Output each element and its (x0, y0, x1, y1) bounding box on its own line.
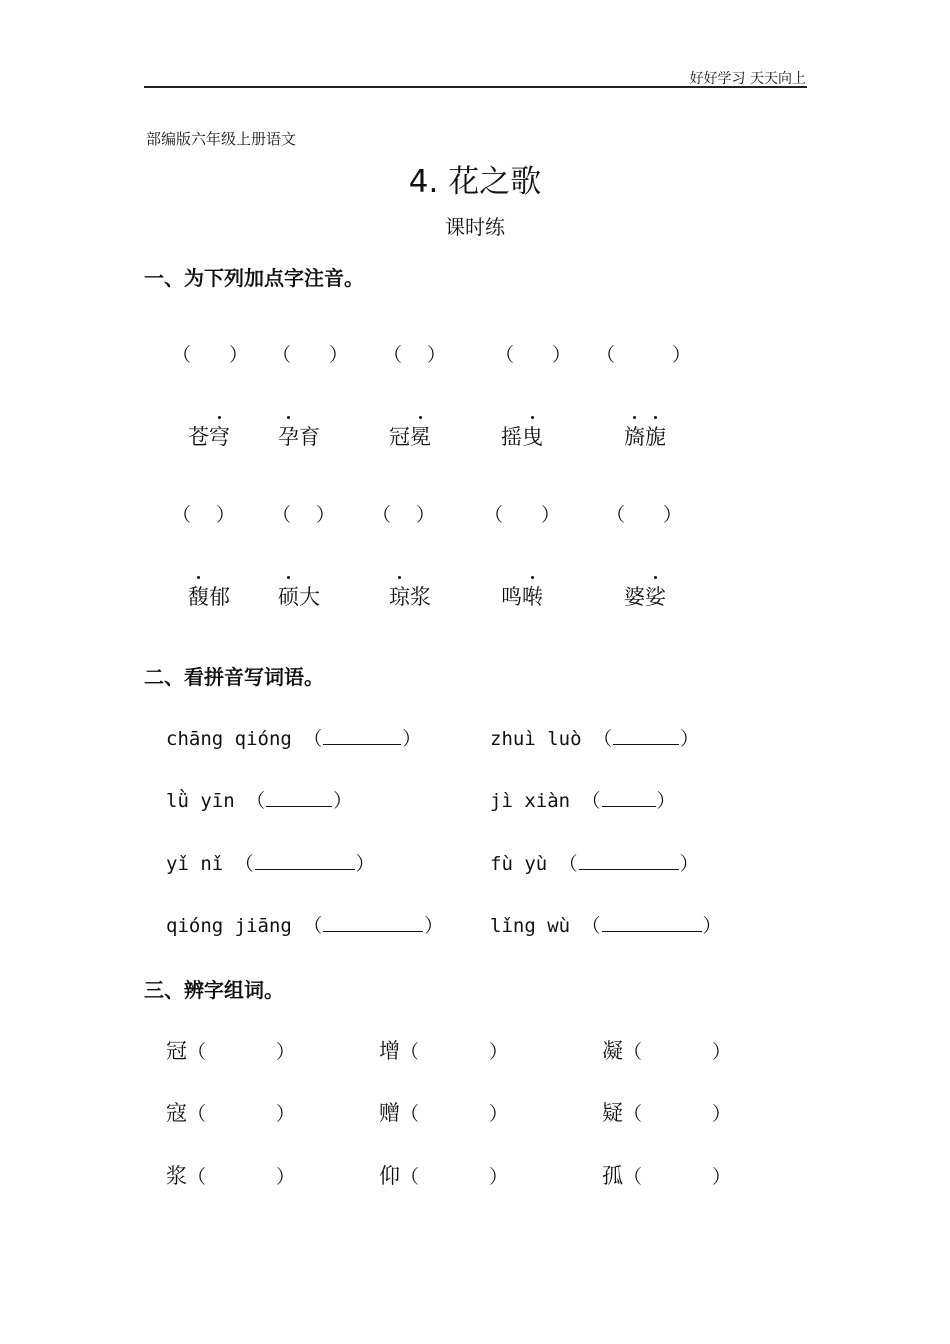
s3-item-6: 疑（ ） (602, 1101, 732, 1125)
s1-r1-paren-1: （ ） (172, 344, 249, 366)
s2-item-2: zhuì luò （ ） (490, 728, 699, 750)
s2-blank-5[interactable] (255, 855, 355, 870)
s1-r2-paren-3: （ ） (372, 504, 436, 526)
s1-r1-paren-5: （ ） (596, 344, 692, 366)
s1-r1-word-1: 苍穹 (188, 421, 230, 451)
s1-r2-paren-5: （ ） (606, 504, 683, 526)
s3-item-8: 仰（ ） (379, 1164, 509, 1188)
s1-r1-word-3: 冠冕 (389, 421, 431, 451)
s1-r2-word-5: 婆娑 (624, 581, 666, 611)
s2-item-8: lǐng wù （ ） (490, 915, 722, 937)
doc-subtitle: 部编版六年级上册语文 (146, 130, 297, 148)
s3-item-9: 孤（ ） (602, 1164, 732, 1188)
s2-blank-6[interactable] (579, 855, 679, 870)
s3-item-1: 冠（ ） (166, 1039, 296, 1063)
s2-item-3: lǜ yīn （ ） (166, 790, 353, 812)
s2-item-1: chāng qióng （ ） (166, 728, 422, 750)
s1-r1-paren-4: （ ） (495, 344, 572, 366)
s1-r1-paren-3: （ ） (383, 344, 447, 366)
s1-r2-word-4: 鸣啭 (501, 581, 543, 611)
s3-item-4: 寇（ ） (166, 1101, 296, 1125)
page-title: 4. 花之歌 (408, 164, 542, 200)
section3-heading: 三、辨字组词。 (144, 978, 284, 1002)
s1-r2-paren-4: （ ） (484, 504, 561, 526)
s3-item-7: 浆（ ） (166, 1164, 296, 1188)
header-motto: 好好学习 天天向上 (689, 71, 806, 87)
s3-item-5: 赠（ ） (379, 1101, 509, 1125)
s1-r2-paren-2: （ ） (272, 504, 336, 526)
s2-item-6: fù yù （ ） (490, 853, 699, 875)
s1-r2-paren-1: （ ） (172, 504, 236, 526)
s2-item-4: jì xiàn （ ） (490, 790, 676, 812)
s1-r1-word-4: 摇曳 (501, 421, 543, 451)
section2-heading: 二、看拼音写词语。 (144, 665, 324, 689)
s2-blank-1[interactable] (323, 730, 401, 745)
s2-blank-2[interactable] (613, 730, 679, 745)
section1-heading: 一、为下列加点字注音。 (144, 266, 364, 290)
s3-item-2: 增（ ） (379, 1039, 509, 1063)
s2-blank-7[interactable] (323, 917, 423, 932)
s2-blank-4[interactable] (602, 792, 656, 807)
s2-blank-8[interactable] (602, 917, 702, 932)
header-rule (144, 86, 807, 88)
s3-item-3: 凝（ ） (602, 1039, 732, 1063)
s2-blank-3[interactable] (266, 792, 332, 807)
lesson-label: 课时练 (445, 215, 505, 239)
s1-r2-word-1: 馥郁 (188, 581, 230, 611)
s2-item-5: yǐ nǐ （ ） (166, 853, 375, 875)
s1-r2-word-2: 硕大 (278, 581, 320, 611)
s1-r1-word-2: 孕育 (278, 421, 320, 451)
s2-item-7: qióng jiāng （ ） (166, 915, 444, 937)
s1-r2-word-3: 琼浆 (389, 581, 431, 611)
s1-r1-paren-2: （ ） (272, 344, 349, 366)
s1-r1-word-5: 旖旎 (624, 421, 666, 451)
